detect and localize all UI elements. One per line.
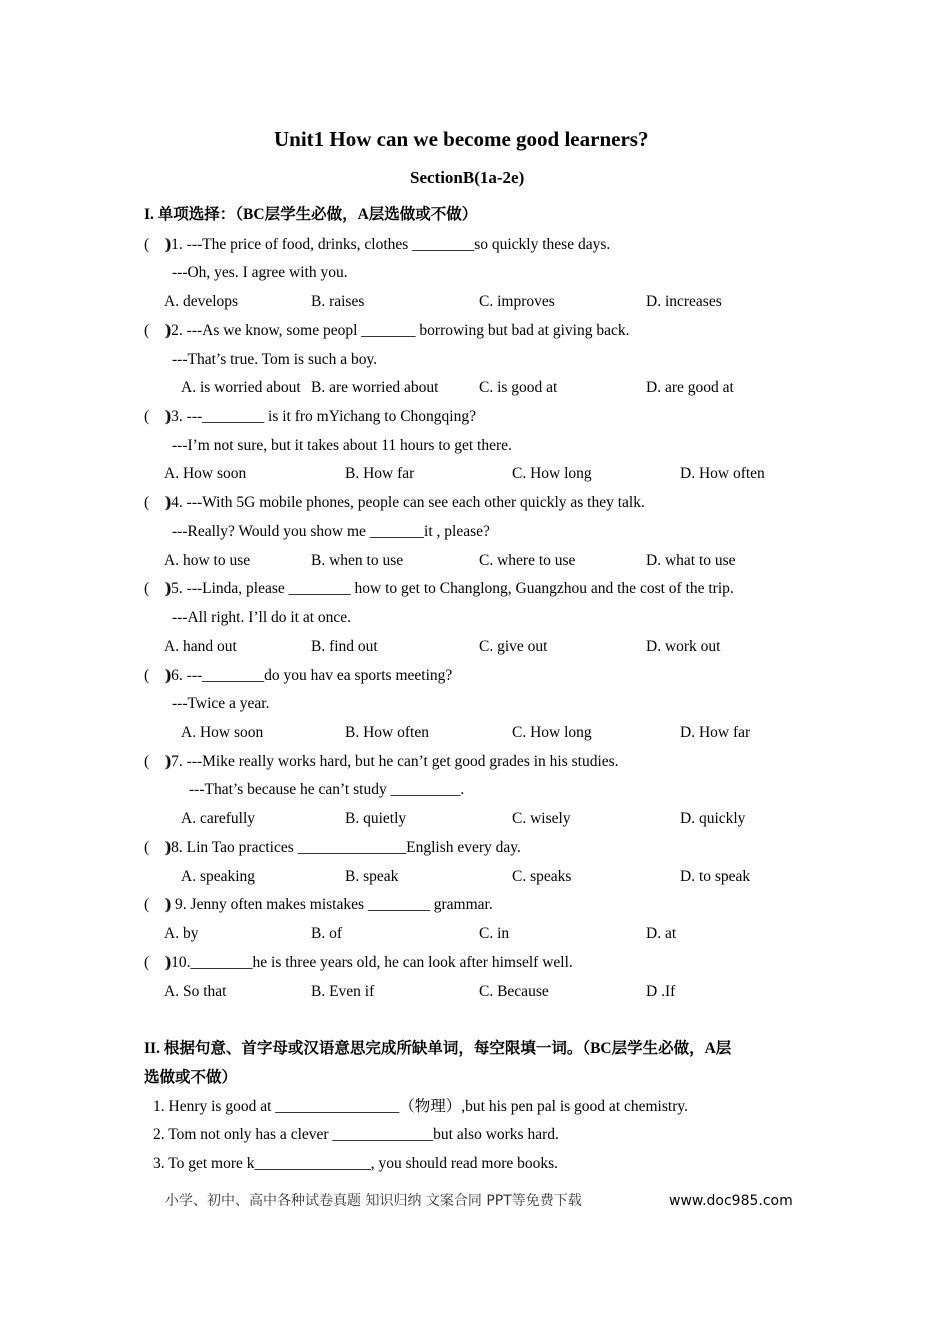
question-3-option-b[interactable]: B. How far: [345, 465, 415, 482]
answer-blank-3[interactable]: ( ): [144, 408, 170, 425]
question-9-option-c[interactable]: C. in: [479, 925, 510, 942]
question-5-option-b[interactable]: B. find out: [311, 638, 378, 655]
question-5-reply: ---All right. I’ll do it at once.: [172, 609, 352, 626]
page-title: Unit1 How can we become good learners?: [274, 127, 649, 151]
answer-blank-1[interactable]: ( ): [144, 236, 170, 253]
question-7-option-d[interactable]: D. quickly: [680, 810, 746, 827]
question-1-option-a[interactable]: A. develops: [164, 293, 239, 310]
answer-blank-6[interactable]: ( ): [144, 667, 170, 684]
question-9-option-d[interactable]: D. at: [646, 925, 677, 942]
question-9-stem: ) 9. Jenny often makes mistakes ________ grammar.: [166, 896, 493, 913]
question-10-option-c[interactable]: C. Because: [479, 983, 549, 1000]
question-4-stem: )4. ---With 5G mobile phones, people can see each other quickly as they talk.: [166, 494, 645, 511]
question-6-stem: )6. ---________do you hav ea sports meeting?: [166, 667, 453, 684]
question-10-stem: )10.________he is three years old, he can look after himself well.: [166, 954, 573, 971]
question-9-option-b[interactable]: B. of: [311, 925, 342, 942]
question-6-option-d[interactable]: D. How far: [680, 724, 751, 741]
question-3-option-d[interactable]: D. How often: [680, 465, 765, 482]
question-4-option-d[interactable]: D. what to use: [646, 552, 736, 569]
fill-item-3: 3. To get more k_______________, you should read more books.: [153, 1155, 559, 1172]
question-7-stem: )7. ---Mike really works hard, but he can’t get good grades in his studies.: [166, 753, 619, 770]
question-2-reply: ---That’s true. Tom is such a boy.: [172, 351, 378, 368]
question-2-option-a[interactable]: A. is worried about: [181, 379, 301, 396]
question-10-option-d[interactable]: D .If: [646, 983, 676, 1000]
question-6-option-c[interactable]: C. How long: [512, 724, 592, 741]
question-8-option-a[interactable]: A. speaking: [181, 868, 256, 885]
question-2-option-c[interactable]: C. is good at: [479, 379, 558, 396]
question-10-option-b[interactable]: B. Even if: [311, 983, 375, 1000]
footer-url[interactable]: www.doc985.com: [669, 1193, 793, 1209]
question-8-stem: )8. Lin Tao practices ______________English every day.: [166, 839, 521, 856]
question-5-option-c[interactable]: C. give out: [479, 638, 548, 655]
question-1-option-d[interactable]: D. increases: [646, 293, 722, 310]
question-6-option-b[interactable]: B. How often: [345, 724, 429, 741]
question-9-option-a[interactable]: A. by: [164, 925, 199, 942]
question-1-stem: )1. ---The price of food, drinks, clothes ________so quickly these days.: [166, 236, 611, 253]
question-7-option-b[interactable]: B. quietly: [345, 810, 407, 827]
question-1-reply: ---Oh, yes. I agree with you.: [172, 264, 348, 281]
question-5-option-d[interactable]: D. work out: [646, 638, 721, 655]
answer-blank-5[interactable]: ( ): [144, 580, 170, 597]
question-2-stem: )2. ---As we know, some peopl _______ borrowing but bad at giving back.: [166, 322, 630, 339]
question-4-option-b[interactable]: B. when to use: [311, 552, 404, 569]
question-7-reply: ---That’s because he can’t study _________.: [189, 781, 465, 798]
question-7-option-a[interactable]: A. carefully: [181, 810, 256, 827]
question-3-option-c[interactable]: C. How long: [512, 465, 592, 482]
question-5-stem: )5. ---Linda, please ________ how to get to Changlong, Guangzhou and the cost of the trip.: [166, 580, 734, 597]
question-8-option-b[interactable]: B. speak: [345, 868, 399, 885]
question-4-option-a[interactable]: A. how to use: [164, 552, 251, 569]
question-2-option-b[interactable]: B. are worried about: [311, 379, 439, 396]
question-8-option-d[interactable]: D. to speak: [680, 868, 751, 885]
question-3-reply: ---I’m not sure, but it takes about 11 hours to get there.: [172, 437, 512, 454]
answer-blank-7[interactable]: ( ): [144, 753, 170, 770]
question-6-option-a[interactable]: A. How soon: [181, 724, 264, 741]
question-7-option-c[interactable]: C. wisely: [512, 810, 571, 827]
question-3-stem: )3. ---________ is it fro mYichang to Chongqing?: [166, 408, 476, 425]
question-2-option-d[interactable]: D. are good at: [646, 379, 734, 396]
section-1-heading: I. 单项选择：（BC层学生必做，A层选做或不做）: [144, 206, 478, 223]
question-3-option-a[interactable]: A. How soon: [164, 465, 247, 482]
answer-blank-9[interactable]: ( ): [144, 896, 170, 913]
section-subtitle: SectionB(1a-2e): [410, 168, 525, 187]
fill-item-2: 2. Tom not only has a clever _____________but also works hard.: [153, 1126, 559, 1143]
answer-blank-2[interactable]: ( ): [144, 322, 170, 339]
question-8-option-c[interactable]: C. speaks: [512, 868, 572, 885]
question-4-option-c[interactable]: C. where to use: [479, 552, 576, 569]
section-2-heading-line-1: II. 根据句意、首字母或汉语意思完成所缺单词，每空限填一词。（BC层学生必做，A层: [144, 1040, 732, 1057]
answer-blank-10[interactable]: ( ): [144, 954, 170, 971]
question-1-option-b[interactable]: B. raises: [311, 293, 365, 310]
section-2-heading-line-2: 选做或不做）: [144, 1069, 238, 1086]
question-5-option-a[interactable]: A. hand out: [164, 638, 237, 655]
footer-text: 小学、初中、高中各种试卷真题 知识归纳 文案合同 PPT等免费下载: [165, 1193, 582, 1209]
answer-blank-8[interactable]: ( ): [144, 839, 170, 856]
question-10-option-a[interactable]: A. So that: [164, 983, 227, 1000]
question-1-option-c[interactable]: C. improves: [479, 293, 555, 310]
fill-item-1: 1. Henry is good at ________________（物理）,but his pen pal is good at chemistry.: [153, 1098, 688, 1115]
question-4-reply: ---Really? Would you show me _______it , please?: [172, 523, 490, 540]
answer-blank-4[interactable]: ( ): [144, 494, 170, 511]
question-6-reply: ---Twice a year.: [172, 695, 270, 712]
